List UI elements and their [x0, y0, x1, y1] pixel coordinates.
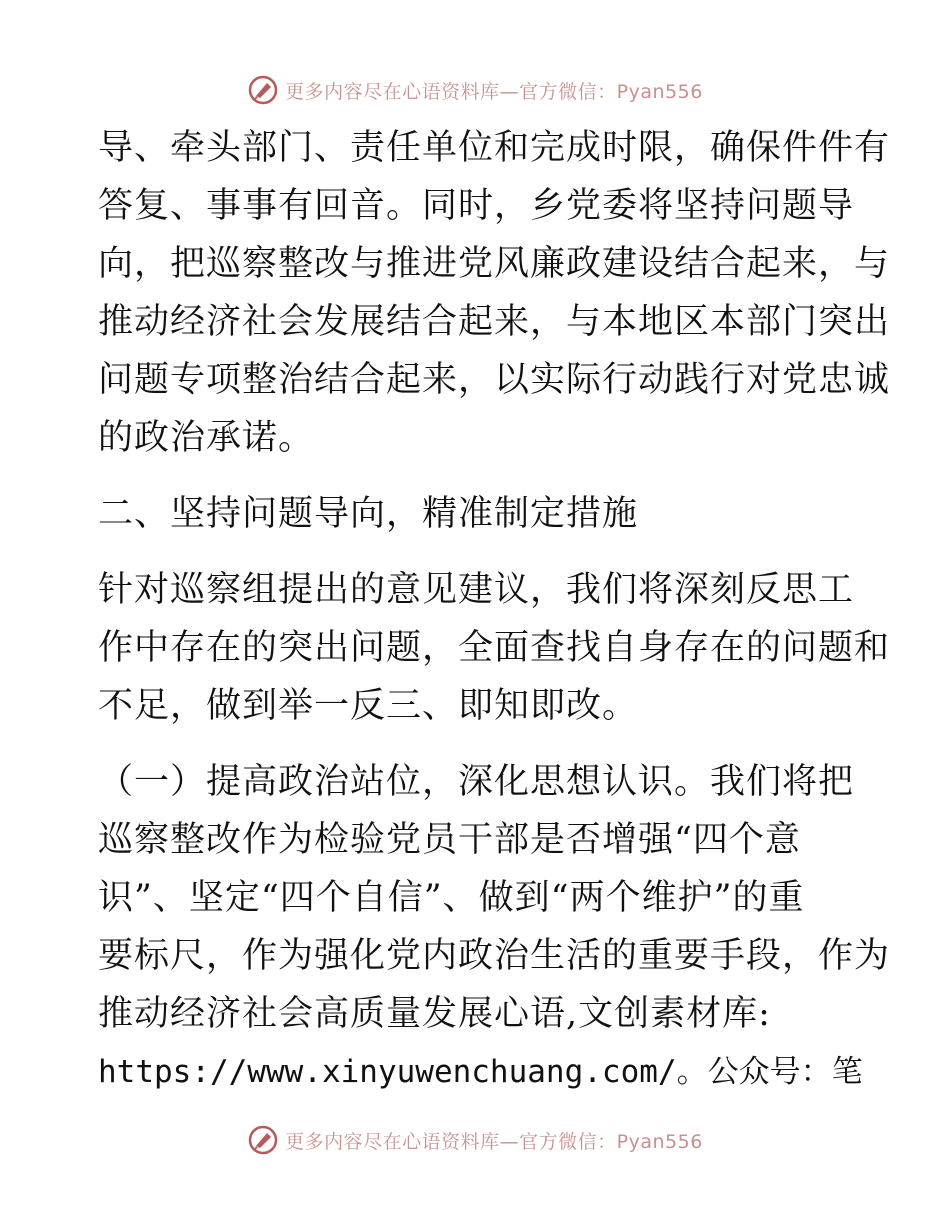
text-line: 问题专项整治结合起来，以实际行动践行对党忠诚 — [98, 360, 891, 400]
section-heading: 二、坚持问题导向，精准制定措施 — [98, 494, 639, 534]
pen-nib-icon — [247, 74, 279, 106]
text-line: 推动经济社会发展结合起来，与本地区本部门突出 — [98, 302, 891, 342]
watermark-text: 更多内容尽在心语资料库—官方微信：Pyan556 — [285, 1130, 703, 1153]
text-line: 向，把巡察整改与推进党风廉政建设结合起来，与 — [98, 244, 891, 284]
watermark-text: 更多内容尽在心语资料库—官方微信：Pyan556 — [285, 80, 703, 103]
text-line-url: https://www.xinyuwenchuang.com/。公众号：笔 — [98, 1054, 863, 1090]
text-line: 的政治承诺。 — [98, 418, 315, 458]
text-line: 不足，做到举一反三、即知即改。 — [98, 686, 639, 726]
text-line: 巡察整改作为检验党员干部是否增强“四个意 — [98, 820, 801, 860]
text-line: 答复、事事有回音。同时，乡党委将坚持问题导 — [98, 186, 855, 226]
subsection-heading: （一）提高政治站位，深化思想认识。我们将把 — [98, 762, 855, 802]
text-line: 要标尺，作为强化党内政治生活的重要手段，作为 — [98, 936, 891, 976]
footer-watermark — [0, 1120, 950, 1160]
text-line: 识”、坚定“四个自信”、做到“两个维护”的重 — [98, 878, 805, 918]
text-line: 推动经济社会高质量发展心语,文创素材库: — [98, 994, 771, 1034]
text-line: 作中存在的突出问题，全面查找自身存在的问题和 — [98, 628, 891, 668]
pen-nib-icon — [247, 1124, 279, 1156]
header-watermark — [0, 70, 950, 110]
text-line: 针对巡察组提出的意见建议，我们将深刻反思工 — [98, 570, 855, 610]
text-line: 导、牵头部门、责任单位和完成时限，确保件件有 — [98, 128, 891, 168]
